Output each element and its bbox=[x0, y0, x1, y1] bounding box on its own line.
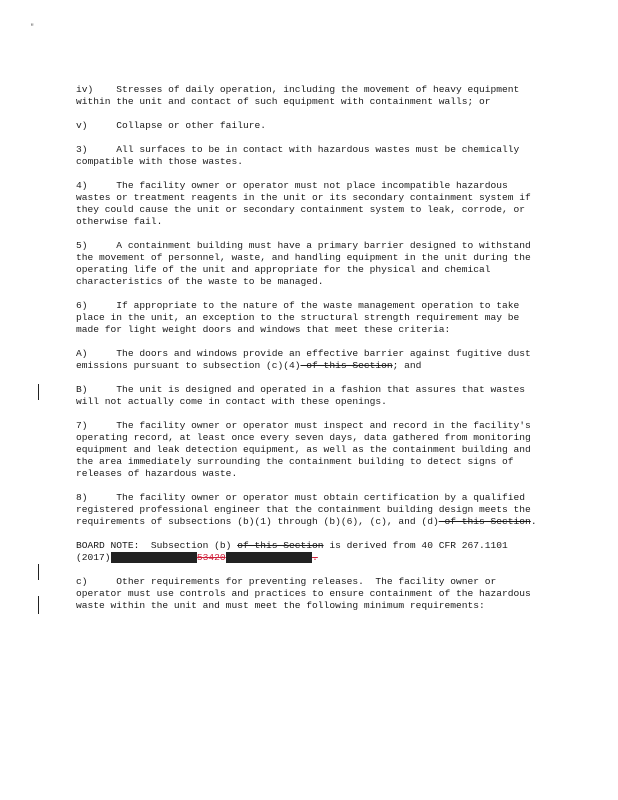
board-note-source: is derived from 40 CFR 267.1101 (2017) bbox=[76, 540, 514, 563]
change-bar bbox=[38, 564, 39, 580]
paragraph-8-end: . bbox=[530, 516, 537, 527]
paragraph-A bbox=[76, 348, 546, 372]
paragraph-A-end: ; and bbox=[392, 360, 422, 371]
paragraph-8 bbox=[76, 492, 546, 528]
paragraph-3: 3) All surfaces to be in contact with hazardous wastes must be chemically compatible with those wastes. bbox=[76, 144, 526, 167]
paragraph-4: 4) The facility owner or operator must not place incompatible hazardous wastes or treatment reagents in the unit or its secondary containment system if they could cause the unit or secondary containment system to leak, corrode, or otherwise fail. bbox=[76, 180, 537, 227]
paragraph-B: B) The unit is designed and operated in a fashion that assures that wastes will not actually come in contact with these openings. bbox=[76, 384, 531, 407]
document-body bbox=[76, 84, 546, 624]
board-note bbox=[76, 540, 546, 564]
paragraph-5: 5) A containment building must have a primary barrier designed to withstand the movement of personnel, waste, and handling equipment in the unit during the operating life of the unit and appropriate for the physical and chemical characteristics of the waste to be managed. bbox=[76, 240, 537, 287]
paragraph-6: 6) If appropriate to the nature of the waste management operation to take place in the unit, an exception to the structural strength requirement may be made for light weight doors and windows that meet these criteria: bbox=[76, 300, 526, 335]
board-note-label: BOARD NOTE: Subsection (b) bbox=[76, 540, 238, 551]
paragraph-c: c) Other requirements for preventing releases. The facility owner or operator must use controls and practices to ensure containment of the hazardous waste within the unit and must meet the following minimum requirements: bbox=[76, 576, 537, 611]
paragraph-A-text: A) The doors and windows provide an effective barrier against fugitive dust emissions pursuant to subsection (c)(4) bbox=[76, 348, 537, 371]
paragraph-iv: iv) Stresses of daily operation, including the movement of heavy equipment within the unit and contact of such equipment with containment walls; or bbox=[76, 84, 526, 107]
deleted-text: of this Section bbox=[237, 540, 324, 551]
deleted-text: of this Section bbox=[438, 516, 531, 527]
change-bar bbox=[38, 384, 39, 400]
paragraph-7: 7) The facility owner or operator must inspect and record in the facility's operating record, at least once every seven days, data gathered from monitoring equipment and leak detection equipment, as well as the containment building and the area immediately surrounding the containment building to detect signs of releases of hazardous waste. bbox=[76, 420, 537, 479]
deleted-text: of this Section bbox=[300, 360, 393, 371]
deleted-citation-end: . bbox=[312, 552, 318, 563]
redacted-text bbox=[111, 552, 197, 563]
corner-mark: ″ bbox=[30, 24, 35, 32]
paragraph-8-text: 8) The facility owner or operator must obtain certification by a qualified registered professional engineer that the containment building design meets the requirements of subsections (b)(1) through (b)(6), (c), and (d) bbox=[76, 492, 537, 527]
redacted-text bbox=[226, 552, 312, 563]
change-bar bbox=[38, 596, 39, 614]
paragraph-v: v) Collapse or other failure. bbox=[76, 120, 266, 131]
deleted-citation: 53420 bbox=[196, 552, 226, 563]
